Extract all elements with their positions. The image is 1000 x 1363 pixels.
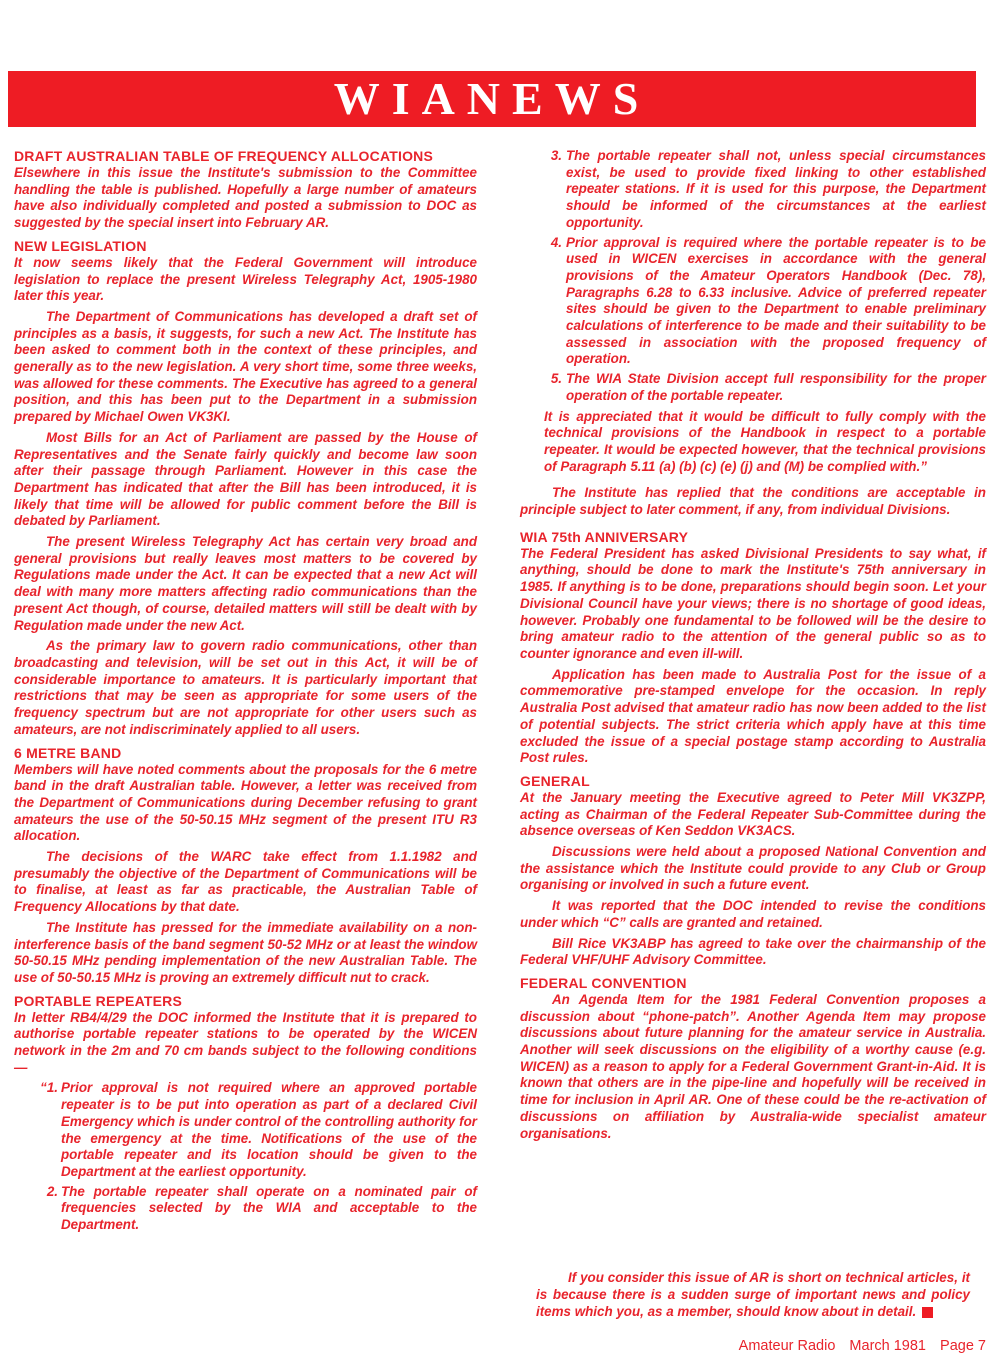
section-heading: GENERAL [520, 772, 590, 789]
section-6-metre-band [14, 745, 477, 987]
list-item-number: 2. [46, 1183, 58, 1199]
banner-title: WIANEWS [333, 73, 651, 124]
list-item-text: The portable repeater shall not, unless special circumstances exist, be used to provide fixed linking to other established repeater stations. If it is used for this purpose, the Department should be informed of the circumstances at the earliest opportunity. [566, 148, 986, 230]
paragraph: The Institute has replied that the conditions are acceptable in principle subject to later comment, if any, from individual Divisions. [520, 485, 986, 518]
list-item [520, 235, 986, 369]
paragraph: The present Wireless Telegraphy Act has certain very broad and general provisions but really leaves most matters to be covered by Regulations made under the Act. It can be expected that a new Act will deal with many more matters affecting radio communications than the present Act though, of course, detailed matters will still be dealt with by Regulation made under the new Act. [14, 534, 477, 633]
paragraph: The Federal President has asked Divisional Presidents to say what, if anything, should be done to mark the Institute's 75th anniversary in 1985. If anything is to be done, preparations should begin soon. Let your Divisional Council have your views; there is no shortage of good ideas, however. Probably one fundamental to be followed will be the desire to bring amateur radio to the attention of the general public so as to counter ignorance and even ill-will. [520, 545, 986, 661]
list-item-text: Prior approval is required where the portable repeater is to be used in WICEN exercises in accordance with the general provisions of the Amateur Operators Handbook (Dec. 78), Paragraphs 6.28 to 6.33 inclusive. Advice of preferred repeater sites should be given to the Department to enable preliminary calculations of interference to be made and their suitability to be assessed in association with the proposed frequency of operation. [566, 234, 986, 367]
paragraph: Application has been made to Australia Post for the issue of a commemorative pre-stamped envelope for the occasion. In reply Australia Post advised that amateur radio has now been added to the list of potential subjects. The strict criteria which apply have at this time excluded the issue of a special postage stamp according to Australia Post rules. [520, 666, 986, 766]
section-general [520, 773, 986, 969]
footer-date: March 1981 [849, 1338, 926, 1354]
list-item [520, 148, 986, 232]
list-item-number: “1. [40, 1080, 58, 1096]
list-item [520, 371, 986, 404]
section-draft-table [14, 148, 477, 232]
paragraph: The Institute has pressed for the immediate availability on a non-interference basis of the band segment 50-52 MHz or at least the window 50-50.15 MHz pending implementation of the new Australian Table. The use of 50-50.15 MHz is proving an extremely difficult nut to crack. [14, 919, 477, 985]
left-column [14, 148, 477, 1240]
list-item-text: Prior approval is not required where an approved portable repeater is to be put into operation as part of a declared Civil Emergency which is under control of the controlling authority for the emergency at the time. Notifications of the use of the portable repeater and its location should be given to the Department at the earliest opportunity. [61, 1080, 477, 1179]
paragraph: Elsewhere in this issue the Institute's submission to the Committee handling the table is published. Hopefully a large number of amateurs have also individually completed and posted a submission to DOC as suggested by the special insert into February AR. [14, 165, 477, 231]
section-wia-75th-anniversary [520, 529, 986, 767]
right-column [520, 148, 986, 1148]
section-heading: NEW LEGISLATION [14, 237, 147, 254]
section-heading: FEDERAL CONVENTION [520, 974, 687, 991]
quote-closing-paragraph: It is appreciated that it would be difficult to fully comply with the technical provisions of the Handbook in respect to a portable repeater. It would be expected however, that the technical provisions of Paragraph 5.11 (a) (b) (c) (e) (j) and (M) be complied with.” [544, 408, 986, 474]
paragraph: It was reported that the DOC intended to revise the conditions under which “C” calls are granted and retained. [520, 898, 986, 930]
list-item [14, 1184, 477, 1234]
section-new-legislation [14, 238, 477, 739]
list-item-text: The WIA State Division accept full responsibility for the proper operation of the portable repeater. [566, 371, 986, 403]
footer-publication: Amateur Radio [738, 1338, 836, 1354]
paragraph: It now seems likely that the Federal Government will introduce legislation to replace the present Wireless Telegraphy Act, 1905-1980 later this year. [14, 254, 477, 304]
end-mark-icon [922, 1307, 933, 1318]
paragraph: As the primary law to govern radio communications, other than broadcasting and television, will be set out in this Act, it will be of considerable importance to amateurs. It is particularly important that restrictions that may be seen as appropriate for some users of the frequency spectrum but are not appropriate for other users such as amateurs, are not indiscriminately applied to all users. [14, 638, 477, 737]
list-item [14, 1080, 477, 1180]
conditions-list [14, 1080, 477, 1233]
page-footer [729, 1338, 986, 1354]
list-item-number: 3. [550, 148, 562, 163]
section-portable-repeaters [14, 993, 477, 1234]
paragraph: The decisions of the WARC take effect from 1.1.1982 and presumably the objective of the Department of Communications will be to finalise, at least as far as practicable, the Australian Table of Frequency Allocations by that date. [14, 849, 477, 915]
footer-page-number: Page 7 [940, 1338, 986, 1354]
editor-note-text: If you consider this issue of AR is short on technical articles, it is because there is a sudden surge of important news and policy items which you, as a member, should know about in detail. [536, 1270, 970, 1319]
paragraph: In letter RB4/4/29 the DOC informed the Institute that it is prepared to authorise portable repeater stations to be operated by the WICEN network in the 2m and 70 cm bands subject to the following conditions — [14, 1009, 477, 1075]
paragraph: The Department of Communications has developed a draft set of principles as a basis, it suggests, for such a new Act. The Institute has been asked to comment both in the context of these principles, and generally as to the new legislation. A very short time, some three weeks, was allowed for these comments. The Executive has agreed to a general position, and this has been put to the Department in a submission prepared by Michael Owen VK3KI. [14, 308, 477, 425]
paragraph: Bill Rice VK3ABP has agreed to take over the chairmanship of the Federal VHF/UHF Advisory Committee. [520, 935, 986, 968]
section-heading: PORTABLE REPEATERS [14, 992, 182, 1009]
conditions-list-continued [520, 148, 986, 405]
section-heading: DRAFT AUSTRALIAN TABLE OF FREQUENCY ALLOCATIONS [14, 148, 434, 164]
wianews-banner [8, 71, 976, 127]
paragraph: At the January meeting the Executive agreed to Peter Mill VK3ZPP, acting as Chairman of the Federal Repeater Sub-Committee during the absence overseas of Ken Seddon VK3ACS. [520, 789, 986, 839]
editor-note [536, 1270, 970, 1320]
paragraph: An Agenda Item for the 1981 Federal Convention proposes a discussion about “phone-patch”. Another Agenda Item may propose discussions about future planning for the amateur service in Australia. Another will seek discussions on the eligibility of a worthy cause (e.g. WICEN) as a reason to apply for a Federal Government Grant-in-Aid. It is known that others are in the pipe-line and hopefully will be received in time for inclusion in April AR. One of these could be the re-activation of discussions on affiliation by Australia-wide specialist amateur organisations. [520, 991, 986, 1141]
section-heading: WIA 75th ANNIVERSARY [520, 528, 689, 545]
list-item-number: 4. [550, 234, 562, 250]
section-federal-convention [520, 975, 986, 1142]
section-heading: 6 METRE BAND [14, 744, 122, 761]
paragraph: Discussions were held about a proposed National Convention and the assistance which the Institute could provide to any Club or Group organising or involved in such a future event. [520, 844, 986, 893]
paragraph: Most Bills for an Act of Parliament are passed by the House of Representatives and the Senate fairly quickly and become law soon after their passage through Parliament. However in this case the Department has indicated that after the Bill has been introduced, it is likely that time will be allowed for public comment before the Bill is debated by Parliament. [14, 429, 477, 529]
list-item-text: The portable repeater shall operate on a nominated pair of frequencies selected by the WIA and acceptable to the Department. [61, 1183, 477, 1233]
list-item-number: 5. [550, 371, 562, 387]
paragraph: Members will have noted comments about the proposals for the 6 metre band in the draft Australian table. However, a letter was received from the Department of Communications during December refusing to grant amateurs the use of the 50-50.15 MHz segment of the present ITU R3 allocation. [14, 761, 477, 844]
